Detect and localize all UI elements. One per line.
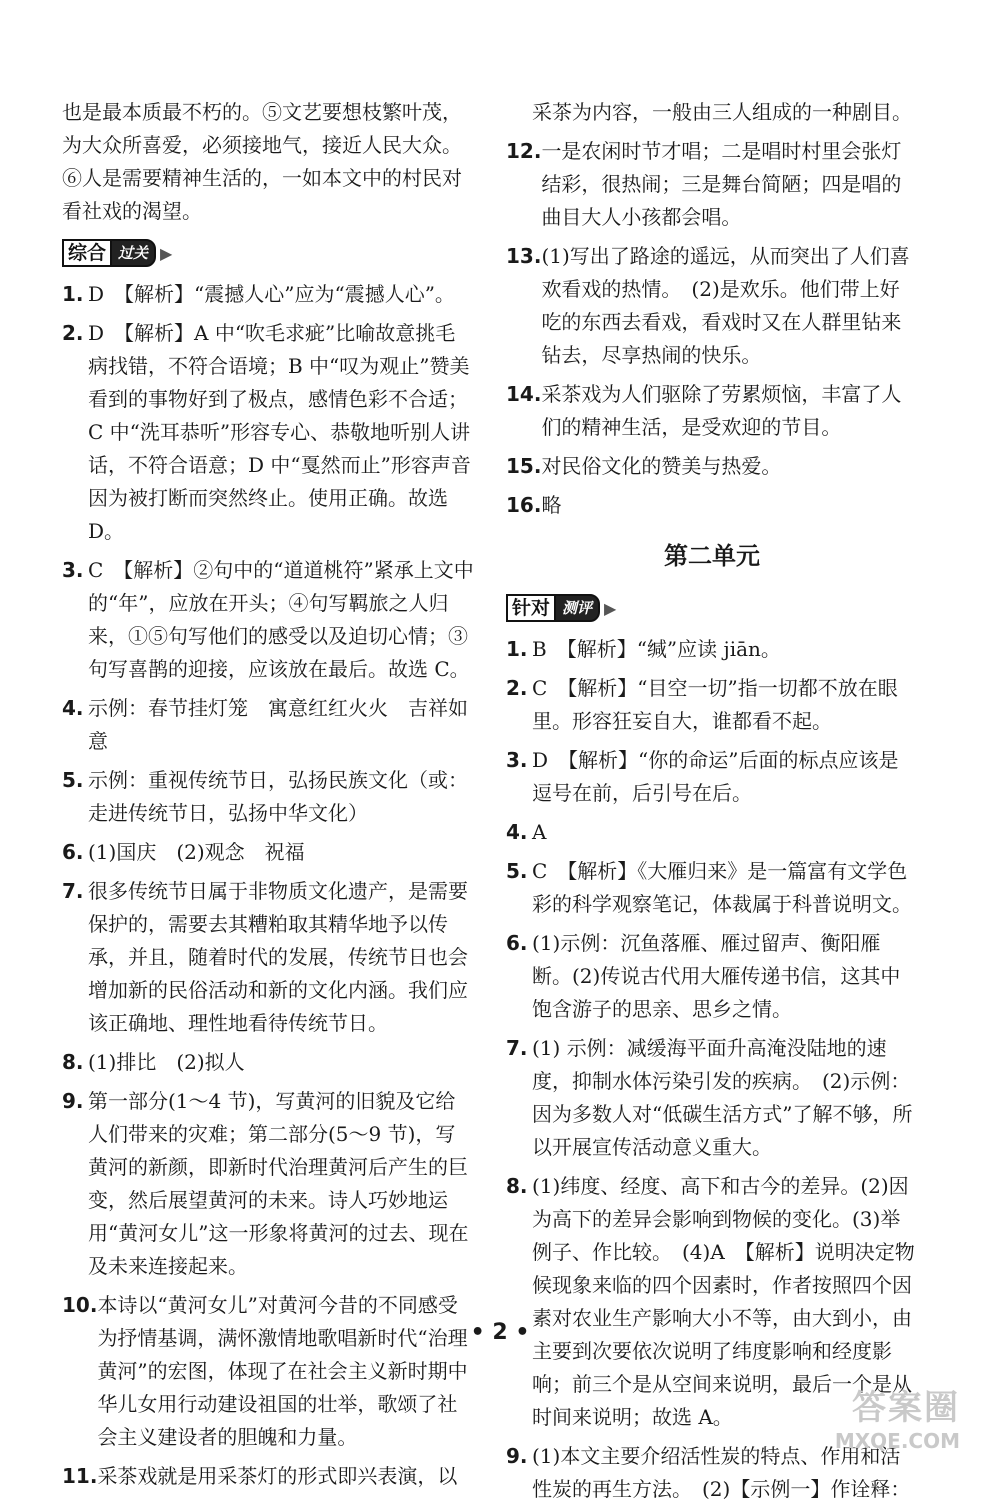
page-number: • 2 • <box>470 1320 530 1345</box>
answer-number: 3. <box>506 748 528 772</box>
answer-text: D 【解析】“震撼人心”应为“震撼人心”。 <box>88 282 455 306</box>
answer-item <box>62 836 474 869</box>
answer-list <box>506 135 918 522</box>
badge-label-b: 测评 <box>554 594 600 622</box>
answer-text: (1)国庆 (2)观念 祝福 <box>88 840 305 864</box>
answer-item <box>62 1460 474 1493</box>
answer-item <box>506 816 918 849</box>
answer-number: 5. <box>62 768 84 792</box>
answer-text: (1)排比 (2)拟人 <box>88 1050 245 1074</box>
badge-label-a: 针对 <box>506 594 554 622</box>
answer-item <box>62 1085 474 1283</box>
answer-number: 5. <box>506 859 528 883</box>
answer-number: 1. <box>506 637 528 661</box>
answer-text: C 【解析】“目空一切”指一切都不放在眼里。形容狂妄自大，谁都看不起。 <box>532 676 898 733</box>
answer-text: 示例：重视传统节日，弘扬民族文化（或：走进传统节日，弘扬中华文化） <box>88 768 468 825</box>
answer-number: 7. <box>506 1036 528 1060</box>
watermark-url: MXQE.COM <box>834 1429 960 1453</box>
answer-text: A <box>532 820 547 844</box>
answer-text: C 【解析】②句中的“道道桃符”紧承上文中的“年”，应放在开头；④句写羁旅之人归来，①⑤句写他们的感受以及迫切心情；③句写喜鹊的迎接，应该放在最后。故选 C。 <box>88 558 474 681</box>
answer-text: D 【解析】A 中“吹毛求疵”比喻故意挑毛病找错，不符合语境；B 中“叹为观止”赞美看到的事物好到了极点，感情色彩不合适；C 中“洗耳恭听”形容专心、恭敬地听别人讲话，不符合语意；D 中“戛然而止”形容声音因为被打断而突然终止。使用正确。故选 D。 <box>88 321 471 543</box>
answer-item <box>506 378 918 444</box>
answer-item <box>506 672 918 738</box>
answer-item <box>506 633 918 666</box>
answer-number: 9. <box>506 1444 528 1468</box>
answer-number: 4. <box>62 696 84 720</box>
answer-number: 9. <box>62 1089 84 1113</box>
answer-text: (1)本文主要介绍活性炭的特点、作用和活性炭的再生方法。 (2)【示例一】作诠释： <box>532 1444 911 1501</box>
watermark-logo <box>835 1380 960 1453</box>
answer-text: B 【解析】“缄”应读 jiān。 <box>532 637 781 661</box>
answer-continuation: 采茶为内容，一般由三人组成的一种剧目。 <box>532 100 912 124</box>
answer-item <box>506 240 918 372</box>
answer-text: 很多传统节日属于非物质文化遗产，是需要保护的，需要去其糟粕取其精华地予以传承，并且，随着时代的发展，传统节日也会增加新的民俗活动和新的文化内涵。我们应该正确地、理性地看待传统节日。 <box>88 879 468 1035</box>
answer-number: 6. <box>62 840 84 864</box>
answer-item <box>506 489 918 522</box>
triangle-arrow-icon: ▶ <box>604 598 617 618</box>
left-column <box>62 96 474 1499</box>
answer-number: 3. <box>62 558 84 582</box>
answer-text: 采茶戏就是用采茶灯的形式即兴表演，以 <box>97 1464 458 1488</box>
answer-number: 8. <box>506 1174 528 1198</box>
answer-text: 第一部分(1～4 节)，写黄河的旧貌及它给人们带来的灾难；第二部分(5～9 节)，写黄河的新颜，即新时代治理黄河后产生的巨变，然后展望黄河的未来。诗人巧妙地运用“黄河女儿”这一形象将黄河的过去、现在及未来连接起来。 <box>88 1089 469 1278</box>
answer-text: (1)写出了路途的遥远，从而突出了人们喜欢看戏的热情。 (2)是欢乐。他们带上好吃的东西去看戏，看戏时又在人群里钻来钻去，尽享热闹的快乐。 <box>541 244 910 367</box>
answer-item <box>62 278 474 311</box>
unit-title: 第二单元 <box>664 542 760 570</box>
answer-list <box>62 278 474 1493</box>
answer-text: D 【解析】“你的命运”后面的标点应该是逗号在前，后引号在后。 <box>532 748 899 805</box>
answer-number: 8. <box>62 1050 84 1074</box>
watermark-text: 答案圈 <box>852 1388 960 1428</box>
answer-number: 10. <box>62 1293 98 1317</box>
answer-item <box>62 764 474 830</box>
answer-number: 12. <box>506 139 542 163</box>
answer-number: 2. <box>62 321 84 345</box>
answer-number: 14. <box>506 382 542 406</box>
answer-text: 示例：春节挂灯笼 寓意红红火火 吉祥如意 <box>88 696 468 753</box>
answer-number: 1. <box>62 282 84 306</box>
answer-item <box>506 450 918 483</box>
answer-number: 6. <box>506 931 528 955</box>
answer-number: 7. <box>62 879 84 903</box>
badge-label-a: 综合 <box>62 239 110 267</box>
intro-paragraph: 也是最本质最不朽的。⑤文艺要想枝繁叶茂，为大众所喜爱，必须接地气，接近人民大众。⑥人是需要精神生活的，一如本文中的村民对看社戏的渴望。 <box>62 100 462 223</box>
answer-item <box>506 744 918 810</box>
answer-text: 对民俗文化的赞美与热爱。 <box>541 454 782 478</box>
answer-item <box>506 135 918 234</box>
triangle-arrow-icon: ▶ <box>160 243 173 263</box>
answer-item <box>62 1289 474 1454</box>
answer-text: (1)纬度、经度、高下和古今的差异。(2)因为高下的差异会影响到物候的变化。(3)举例子、作比较。 (4)A 【解析】说明决定物候现象来临的四个因素时，作者按照四个因素对农业生产影响大小不等，由大到小，由主要到次要依次说明了纬度影响和经度影响；前三个是从空间来说明，最后一个是从时间来说明；故选 A。 <box>532 1174 915 1429</box>
answer-number: 16. <box>506 493 542 517</box>
answer-item <box>506 855 918 921</box>
answer-number: 15. <box>506 454 542 478</box>
answer-item <box>62 317 474 548</box>
answer-item <box>506 927 918 1026</box>
answer-number: 11. <box>62 1464 98 1488</box>
answer-text: 一是农闲时节才唱；二是唱时村里会张灯结彩，很热闹；三是舞台简陋；四是唱的曲目大人小孩都会唱。 <box>541 139 902 229</box>
right-column <box>506 96 918 1512</box>
answer-item <box>62 875 474 1040</box>
answer-text: (1) 示例：减缓海平面升高淹没陆地的速度，抑制水体污染引发的疾病。 (2)示例：因为多数人对“低碳生活方式”了解不够，所以开展宣传活动意义重大。 <box>532 1036 913 1159</box>
answer-text: C 【解析】《大雁归来》是一篇富有文学色彩的科学观察笔记，体裁属于科普说明文。 <box>532 859 912 916</box>
answer-number: 13. <box>506 244 542 268</box>
answer-item <box>506 1032 918 1164</box>
answer-item <box>62 554 474 686</box>
answer-number: 4. <box>506 820 528 844</box>
badge-label-b: 过关 <box>110 239 156 267</box>
answer-text: 略 <box>541 493 562 517</box>
answer-text: 采茶戏为人们驱除了劳累烦恼，丰富了人们的精神生活，是受欢迎的节目。 <box>541 382 902 439</box>
answer-number: 2. <box>506 676 528 700</box>
answer-text: 本诗以“黄河女儿”对黄河今昔的不同感受为抒情基调，满怀激情地歌唱新时代“治理黄河”的宏图，体现了在社会主义新时期中华儿女用行动建设祖国的壮举，歌颂了社会主义建设者的胆魄和力量。 <box>97 1293 468 1449</box>
section-badge-zhendui <box>506 593 616 623</box>
answer-item <box>62 1046 474 1079</box>
answer-item <box>62 692 474 758</box>
answer-list <box>506 633 918 1506</box>
section-badge-zonghe <box>62 238 172 268</box>
answer-text: (1)示例：沉鱼落雁、雁过留声、衡阳雁断。(2)传说古代用大雁传递书信，这其中饱含游子的思亲、思乡之情。 <box>532 931 901 1021</box>
